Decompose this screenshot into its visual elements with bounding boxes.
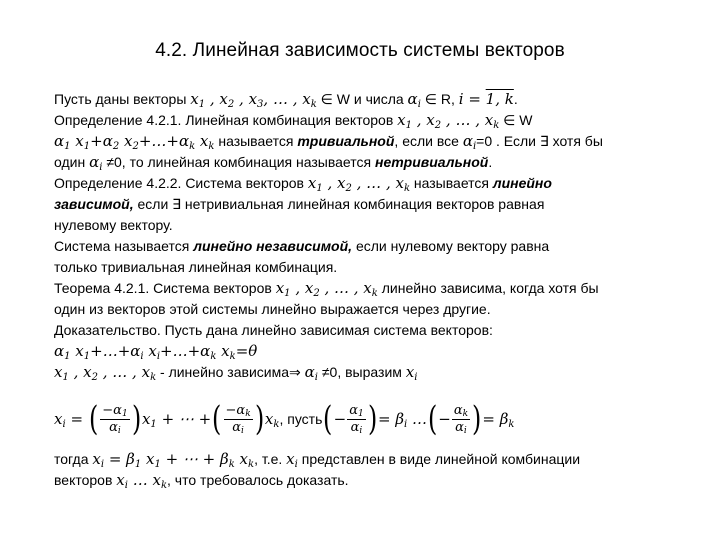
text-segment: Определение 4.2.1. Линейная комбинация векторов — [54, 112, 398, 128]
slide-body — [54, 89, 674, 491]
line-6 — [54, 194, 674, 215]
line-16 — [54, 449, 674, 470]
text-segment: если ∃ нетривиальная линейная комбинация векторов равная — [133, 196, 545, 212]
text-segment: называется — [214, 133, 298, 149]
text-segment: представлен в виде линейной комбинации — [297, 451, 581, 467]
fraction: $\frac{\alpha_k}{\alpha_i}$ — [453, 402, 469, 436]
math: $x_1$ + ⋯ + — [141, 409, 212, 430]
line-3 — [54, 131, 674, 152]
line-7: нулевому вектору. — [54, 217, 173, 233]
text-segment: тогда — [54, 451, 93, 467]
line-5 — [54, 173, 674, 194]
math: − — [333, 409, 347, 428]
math: $x_1$ , $x_2$ , $x_3$, … , $x_k$ — [190, 90, 317, 110]
text-segment: - линейно зависима⇒ — [156, 364, 305, 380]
text-segment: , что требовалось доказать. — [167, 472, 349, 488]
math: = $\beta_i$ … — [378, 409, 427, 430]
left-paren: ( — [427, 399, 438, 439]
text-segment: если нулевому вектору равна — [352, 238, 550, 254]
left-paren: ( — [323, 399, 333, 439]
text-segment: Теорема 4.2.1. Система векторов — [54, 280, 276, 296]
math: $x_1$ , $x_2$ , … , $x_k$ — [275, 279, 378, 299]
math: $x_k$ — [264, 409, 280, 430]
math: = $\beta_k$ — [482, 409, 515, 430]
line-17 — [54, 470, 674, 491]
text-segment: =0 . Если ∃ хотя бы — [476, 133, 603, 149]
text-segment: ≠0, то линейная комбинация называется — [102, 154, 375, 170]
left-paren: ( — [212, 399, 222, 439]
text-segment: , если все — [394, 133, 463, 149]
emphasis: линейно — [492, 175, 552, 191]
line-12: Доказательство. Пусть дана линейно зависимая система векторов: — [54, 322, 493, 338]
math: $x_i$ — [405, 363, 418, 383]
math: $\alpha_1$ $x_1+\dots+\alpha_i$ $x_i+\dots+\alpha_k$ $x_k=\theta$ — [54, 342, 258, 362]
line-1: Пусть даны векторы $x_1$ , $x_2$ , $x_3$, … , $x_k$ ∈ W и числа $\alpha_i$ ∈ R, i = 1, k. — [54, 90, 518, 110]
math: $\alpha_i$ — [462, 132, 477, 152]
line-14 — [54, 362, 674, 383]
line-11: один из векторов этой системы линейно выражается через другие. — [54, 301, 491, 317]
text-segment: один — [54, 154, 90, 170]
math: $x_i$ = — [54, 409, 84, 430]
math: $x_i$ — [286, 450, 298, 470]
left-paren: ( — [89, 399, 99, 439]
spacer — [54, 383, 674, 397]
text-segment: линейно зависима, когда хотя бы — [377, 280, 599, 296]
line-2: Определение 4.2.1. Линейная комбинация векторов $x_1$ , $x_2$ , … , $x_k$ ∈ W — [54, 111, 533, 131]
math: $x_1$ , $x_2$ , … , $x_k$ — [54, 363, 157, 383]
math: $x_i$ … $x_k$ — [116, 471, 168, 491]
math: − — [438, 409, 451, 428]
emphasis: зависимой, — [54, 196, 134, 212]
line-8 — [54, 236, 674, 257]
line-10 — [54, 278, 674, 299]
text-segment: называется — [410, 175, 493, 191]
right-paren: ) — [472, 399, 482, 439]
emphasis: линейно независимой, — [193, 238, 353, 254]
text-segment: векторов — [54, 472, 117, 488]
right-paren: ) — [254, 399, 264, 439]
right-paren: ) — [367, 399, 378, 439]
text-segment: , т.е. — [254, 451, 287, 467]
slide-title: 4.2. Линейная зависимость системы векторов — [155, 40, 565, 61]
math: $\alpha_i$ — [89, 153, 103, 173]
math: $\alpha_i$ — [407, 90, 421, 110]
math: i = 1, k — [458, 90, 514, 108]
fraction: $\frac{\alpha_1}{\alpha_i}$ — [349, 402, 364, 436]
line-4: один $\alpha_i \ne 0$, то линейная комбинация называется нетривиальной. — [54, 153, 493, 173]
text-segment: Определение 4.2.2. Система векторов — [54, 175, 308, 191]
text-segment: Пусть даны векторы — [54, 91, 191, 107]
right-paren: ) — [131, 399, 141, 439]
text-segment: Система называется — [54, 238, 194, 254]
emphasis: нетривиальной — [374, 154, 489, 170]
math: $x_1$ , $x_2$ , … , $x_k$ — [397, 111, 500, 131]
text-segment: и числа — [349, 91, 408, 107]
math: $\alpha_i$ — [304, 363, 318, 383]
math: $\alpha_1$ $x_1+\alpha_2$ $x_2+\dots+\alpha_k$ $x_k$ — [54, 132, 215, 152]
fraction: $\frac{-\alpha_k}{\alpha_i}$ — [225, 402, 251, 436]
math: $x_1$ , $x_2$ , … , $x_k$ — [307, 174, 411, 194]
emphasis: тривиальной — [297, 133, 395, 149]
text-segment: ≠0, выразим — [317, 364, 406, 380]
spacer — [54, 441, 674, 449]
fraction: $\frac{-\alpha_1}{\alpha_i}$ — [102, 402, 128, 436]
line-13 — [54, 341, 674, 362]
math: $x_i = \beta_1$ $x_1$ + ⋯ + $\beta_k$ $x_k$ — [92, 450, 255, 470]
formula-line — [54, 397, 674, 441]
line-9: только тривиальная линейная комбинация. — [54, 259, 338, 275]
text-segment: , пусть — [279, 410, 323, 427]
